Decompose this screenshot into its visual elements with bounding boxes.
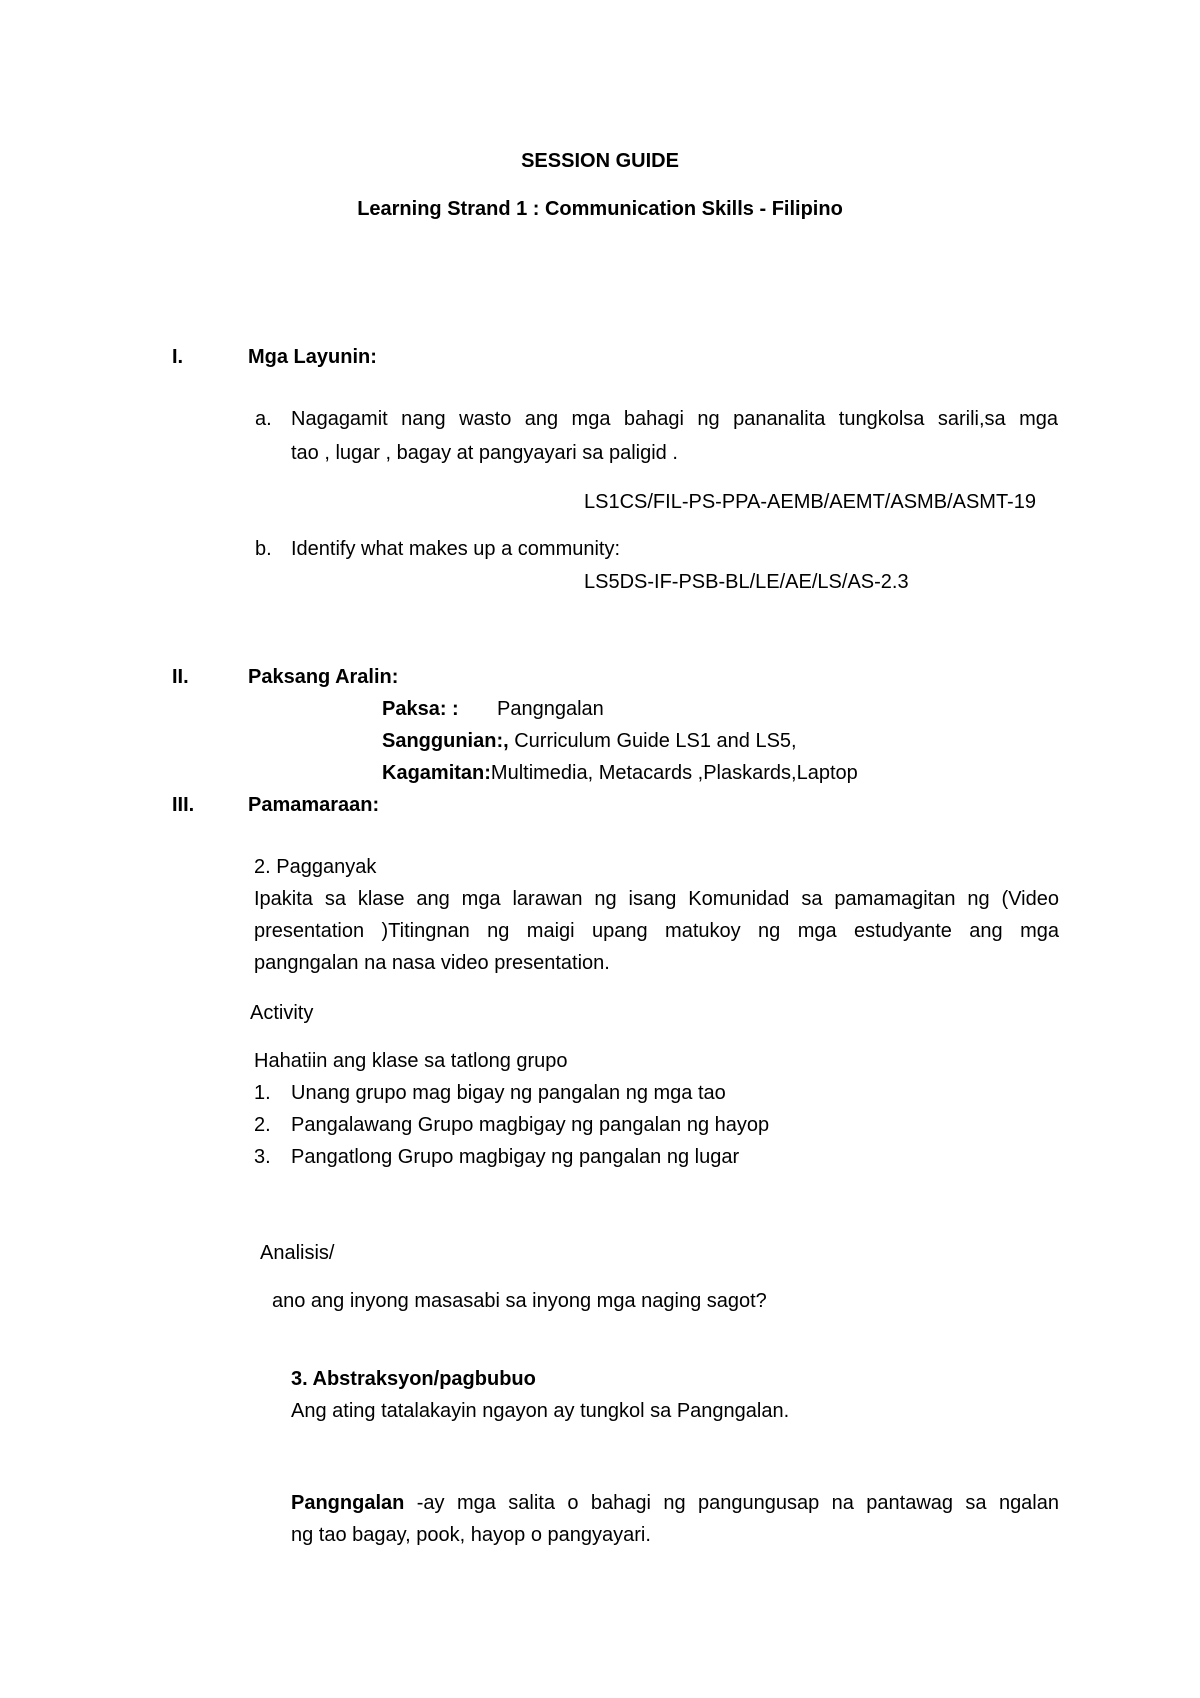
section2-numeral: II. bbox=[172, 666, 189, 688]
activity-item-text: Unang grupo mag bigay ng pangalan ng mga tao bbox=[291, 1082, 726, 1104]
page-subtitle: Learning Strand 1 : Communication Skills - Filipino bbox=[357, 198, 843, 220]
activity-item-num: 2. bbox=[254, 1114, 271, 1136]
paksa-label: Paksa: : bbox=[382, 698, 459, 720]
section1-heading: Mga Layunin: bbox=[248, 346, 377, 368]
objective-a-marker: a. bbox=[255, 408, 272, 430]
activity-item-num: 1. bbox=[254, 1082, 271, 1104]
objective-b-text: Identify what makes up a community: bbox=[291, 538, 621, 560]
pagganyak-line2: presentation )Titingnan ng maigi upang matukoy ng mga estudyante ang mga bbox=[254, 920, 1059, 942]
activity-item-num: 3. bbox=[254, 1146, 271, 1168]
section3-numeral: III. bbox=[172, 794, 195, 816]
section2-heading: Paksang Aralin: bbox=[248, 666, 399, 688]
abstraksyon-heading: 3. Abstraksyon/pagbubuo bbox=[291, 1368, 536, 1390]
sanggunian-value: Curriculum Guide LS1 and LS5, bbox=[508, 730, 797, 752]
activity-item-text: Pangatlong Grupo magbigay ng pangalan ng lugar bbox=[291, 1146, 740, 1168]
activity-heading: Activity bbox=[250, 1002, 314, 1024]
section1-numeral: I. bbox=[172, 346, 184, 368]
kagamitan-line bbox=[382, 761, 858, 785]
objective-b-marker: b. bbox=[255, 538, 272, 560]
abstraksyon-text: Ang ating tatalakayin ngayon ay tungkol sa Pangngalan. bbox=[291, 1400, 790, 1422]
pagganyak-line1: Ipakita sa klase ang mga larawan ng isang Komunidad sa pamamagitan ng (Video bbox=[254, 888, 1059, 910]
kagamitan-value: Multimedia, Metacards ,Plaskards,Laptop bbox=[490, 762, 858, 784]
objective-b-code: LS5DS-IF-PSB-BL/LE/AE/LS/AS-2.3 bbox=[584, 571, 909, 593]
section3-heading: Pamamaraan: bbox=[248, 794, 380, 816]
objective-a-line1: Nagagamit nang wasto ang mga bahagi ng pananalita tungkolsa sarili,sa mga bbox=[291, 408, 1058, 430]
kagamitan-label: Kagamitan: bbox=[382, 762, 491, 784]
analisis-question: ano ang inyong masasabi sa inyong mga naging sagot? bbox=[272, 1290, 767, 1312]
sanggunian-line bbox=[382, 729, 797, 753]
objective-a-line2: tao , lugar , bagay at pangyayari sa paligid . bbox=[291, 442, 678, 464]
activity-item-text: Pangalawang Grupo magbigay ng pangalan ng hayop bbox=[291, 1114, 770, 1136]
analisis-heading: Analisis/ bbox=[260, 1242, 335, 1264]
paksa-value: Pangngalan bbox=[497, 698, 604, 720]
sanggunian-label: Sanggunian:, bbox=[382, 730, 509, 752]
definition-line1 bbox=[291, 1487, 1059, 1519]
pagganyak-heading: 2. Pagganyak bbox=[254, 856, 377, 878]
definition-text: -ay mga salita o bahagi ng pangungusap na pantawag sa ngalan bbox=[404, 1492, 1059, 1514]
page-title: SESSION GUIDE bbox=[521, 150, 679, 172]
definition-line2: ng tao bagay, pook, hayop o pangyayari. bbox=[291, 1524, 651, 1546]
definition-term: Pangngalan bbox=[291, 1492, 405, 1514]
pagganyak-line3: pangngalan na nasa video presentation. bbox=[254, 952, 610, 974]
activity-intro: Hahatiin ang klase sa tatlong grupo bbox=[254, 1050, 568, 1072]
objective-a-code: LS1CS/FIL-PS-PPA-AEMB/AEMT/ASMB/ASMT-19 bbox=[584, 491, 1036, 513]
